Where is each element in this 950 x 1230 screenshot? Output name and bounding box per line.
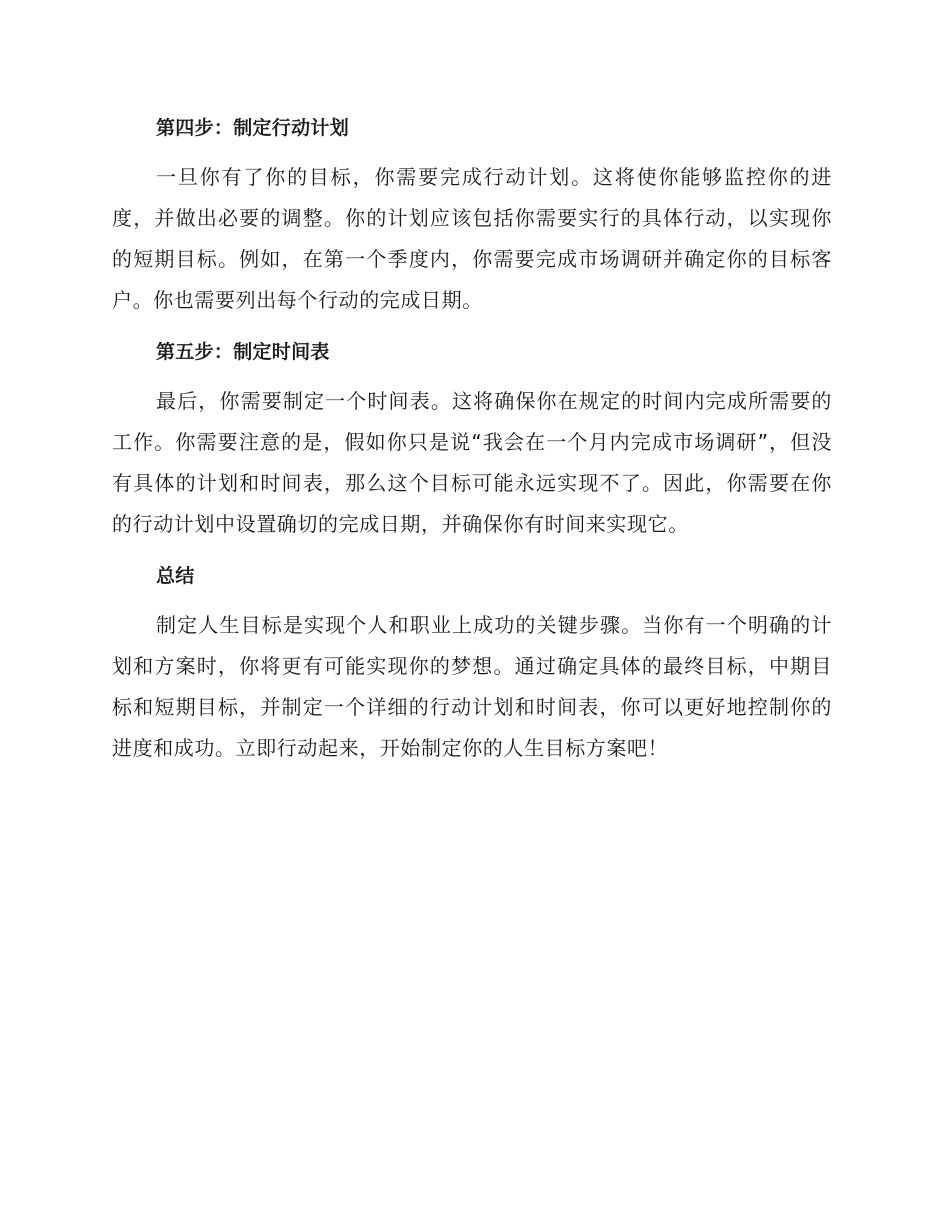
- section-timeline: [112, 332, 832, 545]
- section-summary: [112, 556, 832, 769]
- section-paragraph: 一旦你有了你的目标，你需要完成行动计划。这将使你能够监控你的进度，并做出必要的调整。你的计划应该包括你需要实行的具体行动，以实现你的短期目标。例如，在第一个季度内，你需要完成市场调研并确定你的目标客户。你也需要列出每个行动的完成日期。: [112, 165, 832, 312]
- section-heading: 总结: [156, 565, 195, 587]
- document-body: [112, 108, 832, 780]
- section-heading: 第五步：制定时间表: [156, 341, 330, 363]
- section-action-plan: [112, 108, 832, 321]
- section-heading: 第四步：制定行动计划: [156, 117, 350, 139]
- section-paragraph: 制定人生目标是实现个人和职业上成功的关键步骤。当你有一个明确的计划和方案时，你将更有可能实现你的梦想。通过确定具体的最终目标，中期目标和短期目标，并制定一个详细的行动计划和时间表，你可以更好地控制你的进度和成功。立即行动起来，开始制定你的人生目标方案吧！: [112, 613, 832, 760]
- section-paragraph: 最后，你需要制定一个时间表。这将确保你在规定的时间内完成所需要的工作。你需要注意的是，假如你只是说“我会在一个月内完成市场调研”，但没有具体的计划和时间表，那么这个目标可能永远实现不了。因此，你需要在你的行动计划中设置确切的完成日期，并确保你有时间来实现它。: [112, 389, 832, 536]
